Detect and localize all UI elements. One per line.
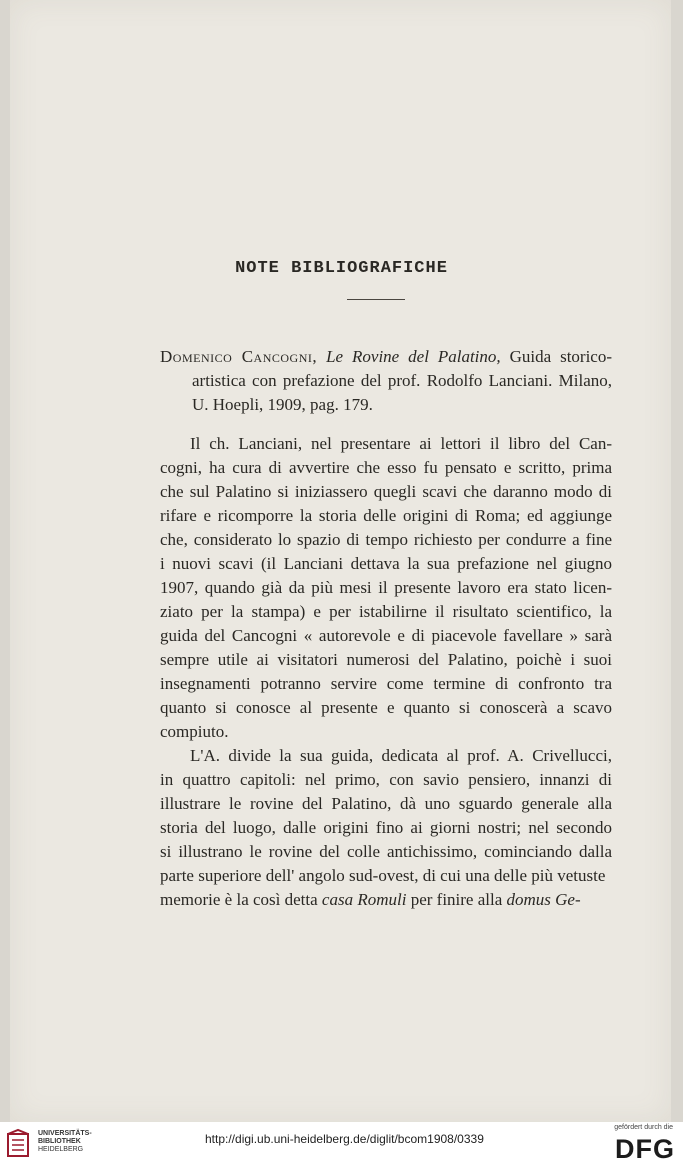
library-name [38, 1130, 92, 1154]
text-line: cogni, ha cura di avvertire che esso fu pensato e scritto, prima [160, 458, 612, 477]
work-title: Le Rovine del Palatino, [326, 347, 501, 366]
text-line: 1907, quando già da più mesi il presente lavoro era stato licen- [160, 578, 612, 597]
text-line: storia del luogo, dalle origini fino ai giorni nostri; nel secondo [160, 818, 612, 837]
paragraph-1 [160, 432, 612, 744]
text-line: che sul Palatino si iniziassero quegli scavi che daranno modo di [160, 482, 612, 501]
library-name-line-2: BIBLIOTHEK [38, 1138, 81, 1145]
library-name-line-3: HEIDELBERG [38, 1146, 84, 1153]
text-line: compiuto. [160, 722, 229, 741]
permalink-url[interactable]: http://digi.ub.uni-heidelberg.de/diglit/bcom1908/0339 [205, 1132, 484, 1146]
funded-by-label: gefördert durch die [614, 1124, 673, 1131]
text-line: guida del Cancogni « autorevole e di piacevole favellare » sarà [160, 626, 612, 645]
text-line: insegnamenti potranno servire come termine di confronto tra [160, 674, 612, 693]
text-line: illustrare le rovine del Palatino, dà uno sguardo generale alla [160, 794, 612, 813]
author-name: Domenico Cancogni, [160, 347, 318, 366]
text-line: ziato per la stampa) e per istabilirne il risultato scientifico, la [160, 602, 612, 621]
biblio-line-1-rest: Guida storico- [509, 347, 613, 366]
text-line: che, considerato lo spazio di tempo richiesto per condurre a fine [160, 530, 612, 549]
biblio-line-2: artistica con prefazione del prof. Rodolfo Lanciani. Milano, [192, 371, 612, 390]
biblio-line-1 [160, 345, 612, 369]
text-line: sempre utile ai visitatori numerosi del Palatino, poichè i suoi [160, 650, 612, 669]
italic-text: casa Romuli [321, 890, 407, 909]
library-name-line-1: UNIVERSITÄTS- [38, 1130, 92, 1137]
text-line: Il ch. Lanciani, nel presentare ai lettori il libro del Can- [190, 434, 612, 453]
text-line: quanto si conosce al presente e quanto si conoscerà a scavo [160, 698, 612, 717]
text-line [160, 888, 612, 912]
title-rule [347, 299, 405, 300]
text-line: rifare e ricomporre la storia delle origini di Roma; ed aggiunge [160, 506, 612, 525]
paragraph-2 [160, 744, 612, 912]
bibliographic-entry [160, 345, 612, 417]
dfg-logo: DFG [615, 1134, 675, 1164]
text-line: in quattro capitoli: nel primo, con savio pensiero, innanzi di [160, 770, 612, 789]
text-line: i nuovi scavi (il Lanciani dettava la sua prefazione nel giugno [160, 554, 612, 573]
text-segment: memorie è la così detta [160, 890, 318, 909]
section-title: NOTE BIBLIOGRAFICHE [235, 259, 448, 278]
text-line: L'A. divide la sua guida, dedicata al prof. A. Crivellucci, [190, 746, 612, 765]
text-line: si illustrano le rovine del colle antichissimo, cominciando dalla [160, 842, 612, 861]
library-logo-icon [6, 1128, 30, 1160]
italic-text: domus Ge- [506, 890, 581, 909]
text-segment: per finire alla [410, 890, 503, 909]
text-line: parte superiore dell' angolo sud-ovest, di cui una delle più vetuste [160, 866, 606, 885]
biblio-line-3: U. Hoepli, 1909, pag. 179. [192, 395, 373, 414]
